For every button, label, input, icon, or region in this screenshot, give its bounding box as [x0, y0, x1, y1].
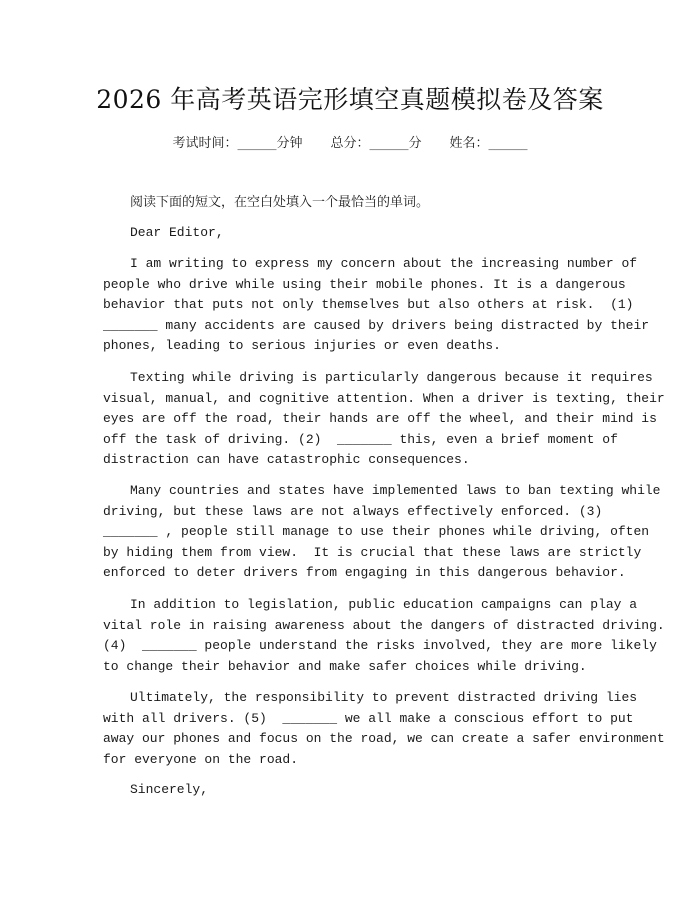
paragraph-line: _______ many accidents are caused by drivers being distracted by their [103, 317, 650, 333]
paragraph-line: I am writing to express my concern about the increasing number of [130, 256, 638, 271]
paragraph-line: In addition to legislation, public education campaigns can play a [130, 597, 638, 612]
paragraph-line: vital role in raising awareness about the dangers of distracted driving. [103, 617, 665, 633]
page-title: 2026 年高考英语完形填空真题模拟卷及答案 [96, 85, 604, 114]
paragraph-line: driving, but these laws are not always effectively enforced. (3) [103, 503, 603, 519]
paragraph-line: by hiding them from view. It is crucial that these laws are strictly [103, 544, 642, 560]
student-name: 姓名：______ [449, 136, 528, 151]
closing [103, 780, 603, 801]
paragraph-line: with all drivers. (5) _______ we all make a conscious effort to put [103, 710, 634, 726]
exam-time: 考试时间：______分钟 [172, 136, 303, 151]
paragraph-line: Ultimately, the responsibility to prevent distracted driving lies [130, 690, 638, 705]
paragraph-4 [103, 595, 665, 677]
paragraph-2 [103, 368, 665, 471]
greeting-text: Dear Editor, [130, 225, 224, 240]
instruction: 阅读下面的短文，在空白处填入一个最恰当的单词。 [130, 195, 430, 210]
paragraph-line: Texting while driving is particularly dangerous because it requires [130, 370, 653, 385]
paragraph-line: to change their behavior and make safer choices while driving. [103, 658, 587, 674]
paragraph-line: for everyone on the road. [103, 751, 299, 767]
paragraph-5 [103, 688, 665, 770]
paragraph-line: people who drive while using their mobile phones. It is a dangerous [103, 276, 626, 292]
paragraph-line: visual, manual, and cognitive attention. When a driver is texting, their [103, 390, 665, 406]
closing-text: Sincerely, [130, 782, 209, 797]
paragraph-line: phones, leading to serious injuries or even deaths. [103, 338, 501, 353]
paragraph-line: Many countries and states have implemented laws to ban texting while [130, 483, 661, 498]
paragraph-line: away our phones and focus on the road, we can create a safer environment [103, 731, 665, 746]
exam-meta [0, 132, 700, 151]
paragraph-line: enforced to deter drivers from engaging in this dangerous behavior. [103, 565, 626, 580]
exam-score: 总分：______分 [330, 136, 422, 151]
greeting [103, 223, 603, 244]
paragraph-3 [103, 481, 661, 584]
paragraph-line: eyes are off the road, their hands are off the wheel, and their mind is [103, 411, 657, 426]
paragraph-1 [103, 254, 650, 357]
paragraph-line: distraction can have catastrophic consequences. [103, 452, 470, 467]
paragraph-line: behavior that puts not only themselves but also others at risk. (1) [103, 297, 634, 312]
paragraph-line: (4) _______ people understand the risks involved, they are more likely [103, 638, 657, 653]
paragraph-line: off the task of driving. (2) _______ this, even a brief moment of [103, 431, 618, 447]
paragraph-line: _______ , people still manage to use their phones while driving, often [103, 524, 650, 539]
